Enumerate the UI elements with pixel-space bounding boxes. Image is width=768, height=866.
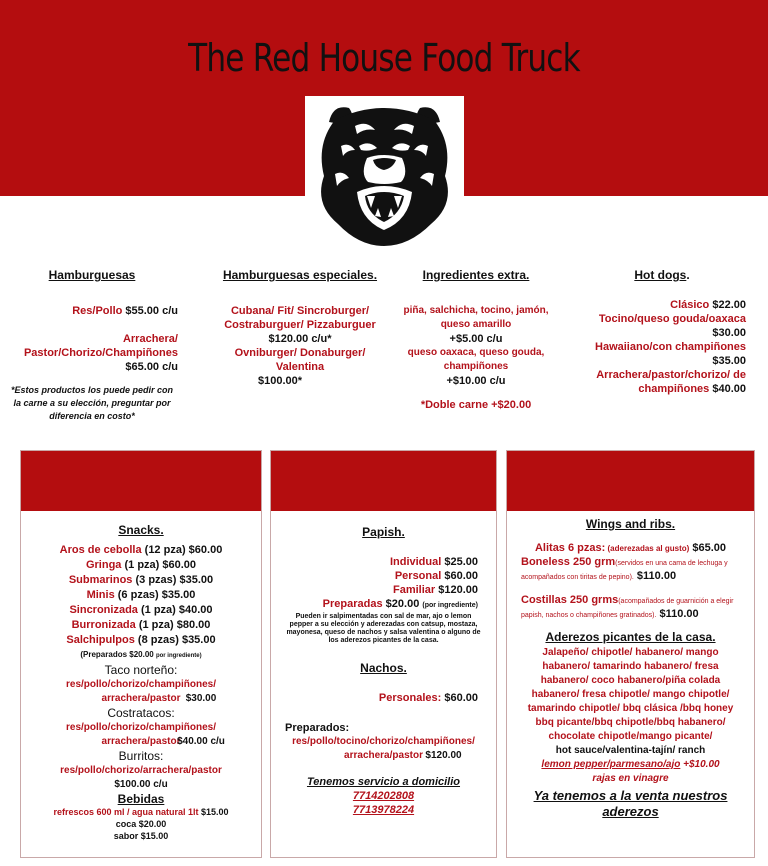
hotdog-item: Arrachera/pastor/chorizo/ de champiñones $40.00 <box>596 369 746 395</box>
doble-carne: *Doble carne +$20.00 <box>420 399 532 411</box>
wings-card <box>506 450 755 858</box>
snack-item: Aros de cebolla (12 pza) $60.00 <box>59 544 223 556</box>
snacks-card <box>20 450 262 858</box>
papish-card <box>270 450 497 858</box>
lemon-line: lemon pepper/parmesano/ajo +$10.00 <box>541 759 720 770</box>
snack-item: Gringa (1 pza) $60.00 <box>85 559 197 571</box>
preparadas-item: Preparadas $20.00 (por ingrediente) <box>322 598 478 610</box>
snacks-heading: Snacks. <box>118 523 164 537</box>
aderezos-list: Jalapeño/ chipotle/ habanero/ mango habanero/ tamarindo habanero/ fresa habanero/ coco habanero/piña colada habanero/ fresa chipotle/ mango chipotle/ tamarindo chipotle/ bbq clásica /bbq honey bbq picante/bbq chipotle/bbq habanero/ chocolate chipotle/mango picante/ <box>527 647 734 742</box>
extras-group2: queso oaxaca, queso gouda, champiñones <box>407 347 545 372</box>
especiales-item-name: Cubana/ Fit/ Sincroburger/ Costraburguer/ Pizzaburguer <box>224 305 376 331</box>
costra-fillings: res/pollo/chorizo/champiñones/ arrachera/pastor <box>65 722 217 747</box>
hotdog-item: Clásico $22.00 <box>670 299 746 311</box>
bebidas-line: coca $20.00 <box>115 819 167 829</box>
card-header-bar <box>271 451 496 511</box>
snack-item: Minis (6 pzas) $35.00 <box>86 589 196 601</box>
papish-heading: Papish. <box>362 525 405 539</box>
extras-section <box>392 268 560 412</box>
burritos-fillings: res/pollo/chorizo/arrachera/pastor <box>60 765 222 776</box>
especiales-item-price: $120.00 c/u* <box>268 333 332 345</box>
taco-price: $30.00 <box>185 693 217 704</box>
extras-group2-price: +$10.00 c/u <box>446 375 506 387</box>
phone-link[interactable]: 7714202808 <box>352 790 415 802</box>
wings-body <box>507 517 754 820</box>
especiales-item-price: $100.00* <box>258 375 303 387</box>
especiales-item-name: Ovniburger/ Donaburger/ Valentina <box>234 347 366 373</box>
snack-item: Salchipulpos (8 pzas) $35.00 <box>66 634 216 646</box>
menu-item: Arrachera/ Pastor/Chorizo/Champiñones $65.00 c/u <box>23 333 178 373</box>
hamburguesas-section <box>6 268 178 423</box>
alitas-item: Alitas 6 pzas: (aderezadas al gusto) $65.00 <box>534 542 727 554</box>
bebidas-title: Bebidas <box>117 792 165 806</box>
papish-item: Familiar $120.00 <box>392 584 478 596</box>
menu-item: Res/Pollo $55.00 c/u <box>72 305 178 317</box>
bebidas-line: refrescos 600 ml / agua natural 1lt $15.00 <box>53 807 229 817</box>
papish-item: Individual $25.00 <box>389 556 478 568</box>
preparados-price: $120.00 <box>425 750 462 761</box>
page-title: The Red House Food Truck <box>188 36 580 80</box>
snacks-body <box>21 523 261 842</box>
aderezos-black: hot sauce/valentina-tajín/ ranch <box>555 745 706 756</box>
preparados-note: (Preparados $20.00 por ingrediente) <box>80 650 202 659</box>
nachos-item: Personales: $60.00 <box>378 692 478 704</box>
card-header-bar <box>507 451 754 511</box>
logo-container <box>305 96 464 249</box>
hotdogs-heading: Hot dogs. <box>634 268 690 282</box>
snack-item: Sincronizada (1 pza) $40.00 <box>69 604 213 616</box>
preparados-fillings: res/pollo/tocino/chorizo/champiñones/ arrachera/pastor <box>292 736 475 761</box>
wings-heading: Wings and ribs. <box>585 517 676 531</box>
phone-link[interactable]: 7713978224 <box>352 804 415 816</box>
snack-item: Burronizada (1 pza) $80.00 <box>71 619 211 631</box>
especiales-heading: Hamburguesas especiales. <box>222 268 378 282</box>
papish-item: Personal $60.00 <box>394 570 478 582</box>
especiales-section <box>210 268 390 388</box>
taco-fillings: res/pollo/chorizo/champiñones/ arrachera/pastor <box>65 679 217 704</box>
hamburguesas-note: *Estos productos los puede pedir con la carne a su elección, preguntar por diferencia en costo* <box>10 385 174 421</box>
extras-heading: Ingredientes extra. <box>422 268 530 282</box>
burritos-price: $100.00 c/u <box>114 779 168 790</box>
papish-body <box>271 525 496 817</box>
hamburguesas-heading: Hamburguesas <box>48 268 136 282</box>
bebidas-line: sabor $15.00 <box>113 831 169 841</box>
rajas-line: rajas en vinagre <box>592 773 669 784</box>
nachos-heading: Nachos. <box>360 661 407 675</box>
taco-title: Taco norteño: <box>104 663 178 677</box>
snack-item: Submarinos (3 pzas) $35.00 <box>68 574 214 586</box>
bear-logo-icon <box>305 96 464 249</box>
hotdogs-section <box>578 268 746 396</box>
domicilio-text: Tenemos servicio a domicilio <box>306 776 461 788</box>
costillas-item: Costillas 250 grms(acompañados de guarnición a elegir papish, nachos o champiñones gratinados). $110.00 <box>521 594 734 620</box>
costra-price: $40.00 c/u <box>177 736 225 747</box>
hotdog-item: Tocino/queso gouda/oaxaca $30.00 <box>598 313 746 339</box>
extras-group1: piña, salchicha, tocino, jamón, queso amarillo <box>403 305 549 330</box>
burritos-title: Burritos: <box>118 749 164 763</box>
aderezos-heading: Aderezos picantes de la casa. <box>545 630 716 644</box>
card-header-bar <box>21 451 261 511</box>
preparados-label: Preparados: <box>285 722 350 734</box>
costra-title: Costratacos: <box>107 706 175 720</box>
extras-group1-price: +$5.00 c/u <box>449 333 503 345</box>
hotdog-item: Hawaiiano/con champiñones $35.00 <box>595 341 746 367</box>
boneless-item: Boneless 250 grm(servidos en una cama de lechuga y acompañados con tiritas de pepino). $110.00 <box>521 556 728 582</box>
papish-description: Pueden ir salpimentadas con sal de mar, ajo o lemon pepper a su elección y aderezadas con catsup, mostaza, mayonesa, queso de nachos y salsa valentina o alguno de los aderezos picantes de la casa. <box>286 613 481 644</box>
venta-banner: Ya tenemos a la venta nuestros aderezos <box>533 788 728 819</box>
